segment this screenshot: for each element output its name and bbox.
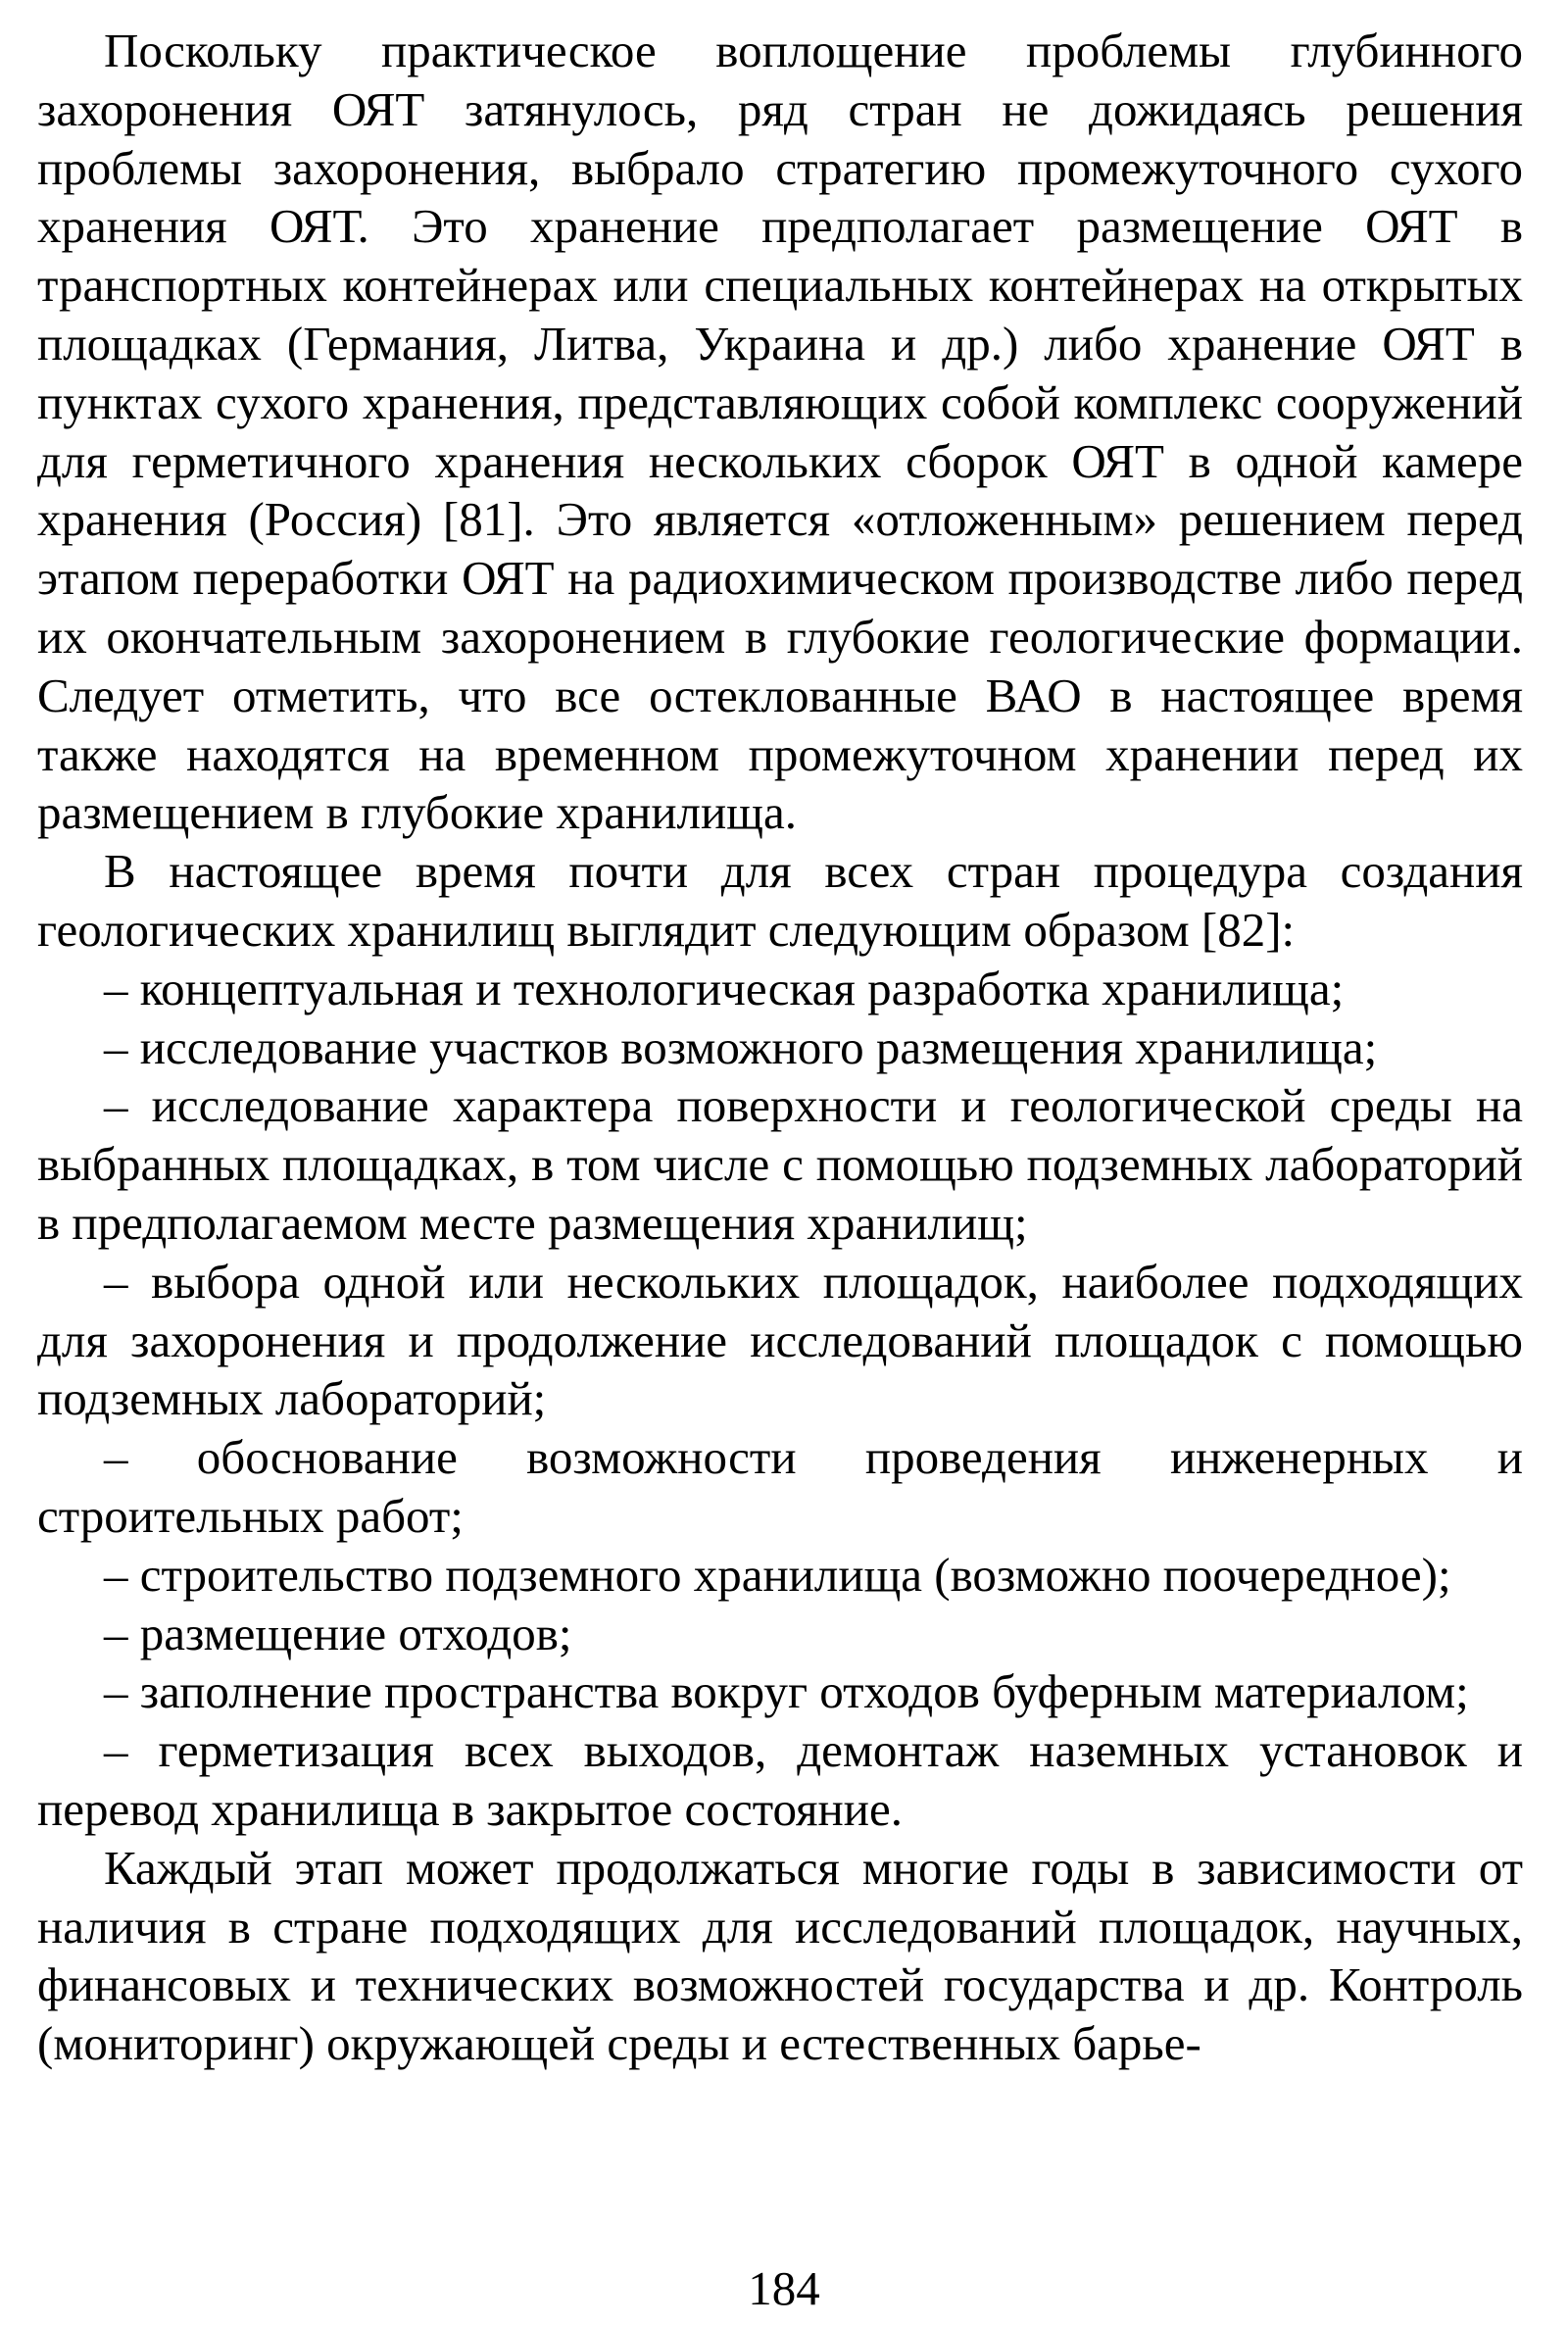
list-item-concept-design: – концептуальная и технологическая разработка хранилища; — [104, 961, 1345, 1015]
list-item-waste-placement: – размещение отходов; — [104, 1606, 572, 1660]
page-number: 184 — [748, 2261, 820, 2315]
list-item-buffer-filling: – заполнение пространства вокруг отходов буферным материалом; — [104, 1664, 1469, 1719]
list-item-sealing-closure: – герметизация всех выходов, демонтаж наземных установок и перевод хранилища в закрытое состояние. — [37, 1723, 1523, 1836]
list-item-site-survey: – исследование участков возможного размещения хранилища; — [104, 1019, 1378, 1074]
paragraph-procedure-intro: В настоящее время почти для всех стран процедура создания геологических хранилищ выглядит следующим образом [82]: — [37, 844, 1523, 957]
list-item-geology-study: – исследование характера поверхности и геологической среды на выбранных площадках, в том числе с помощью подземных лабораторий в предполагаемом месте размещения хранилищ; — [37, 1078, 1523, 1250]
paragraph-dry-storage: Поскольку практическое воплощение проблемы глубинного захоронения ОЯТ затянулось, ряд стран не дожидаясь решения проблемы захоронения, выбрало стратегию промежуточного сухого хранения ОЯТ. Это хранение предполагает размещение ОЯТ в транспортных контейнерах или специальных контейнерах на открытых площадках (Германия, Литва, Украина и др.) либо хранение ОЯТ в пунктах сухого хранения, представляющих собой комплекс сооружений для герметичного хранения нескольких сборок ОЯТ в одной камере хранения (Россия) [81]. Это является «отложенным» решением перед этапом переработки ОЯТ на радиохимическом производстве либо перед их окончательным захоронением в глубокие геологические формации. Следует отметить, что все остеклованные ВАО в настоящее время также находятся на временном промежуточном хранении перед их размещением в глубокие хранилища. — [37, 24, 1523, 840]
list-item-engineering-justification: – обоснование возможности проведения инженерных и строительных работ; — [37, 1430, 1523, 1543]
list-item-construction: – строительство подземного хранилища (возможно поочередное); — [104, 1547, 1451, 1602]
paragraph-stage-duration: Каждый этап может продолжаться многие годы в зависимости от наличия в стране подходящих для исследований площадок, научных, финансовых и технических возможностей государства и др. Контроль (мониторинг) окружающей среды и естественных барье- — [37, 1840, 1523, 2071]
body-text — [37, 22, 1523, 2073]
list-item-site-selection: – выбора одной или нескольких площадок, наиболее подходящих для захоронения и продолжение исследований площадок с помощью подземных лабораторий; — [37, 1254, 1523, 1426]
